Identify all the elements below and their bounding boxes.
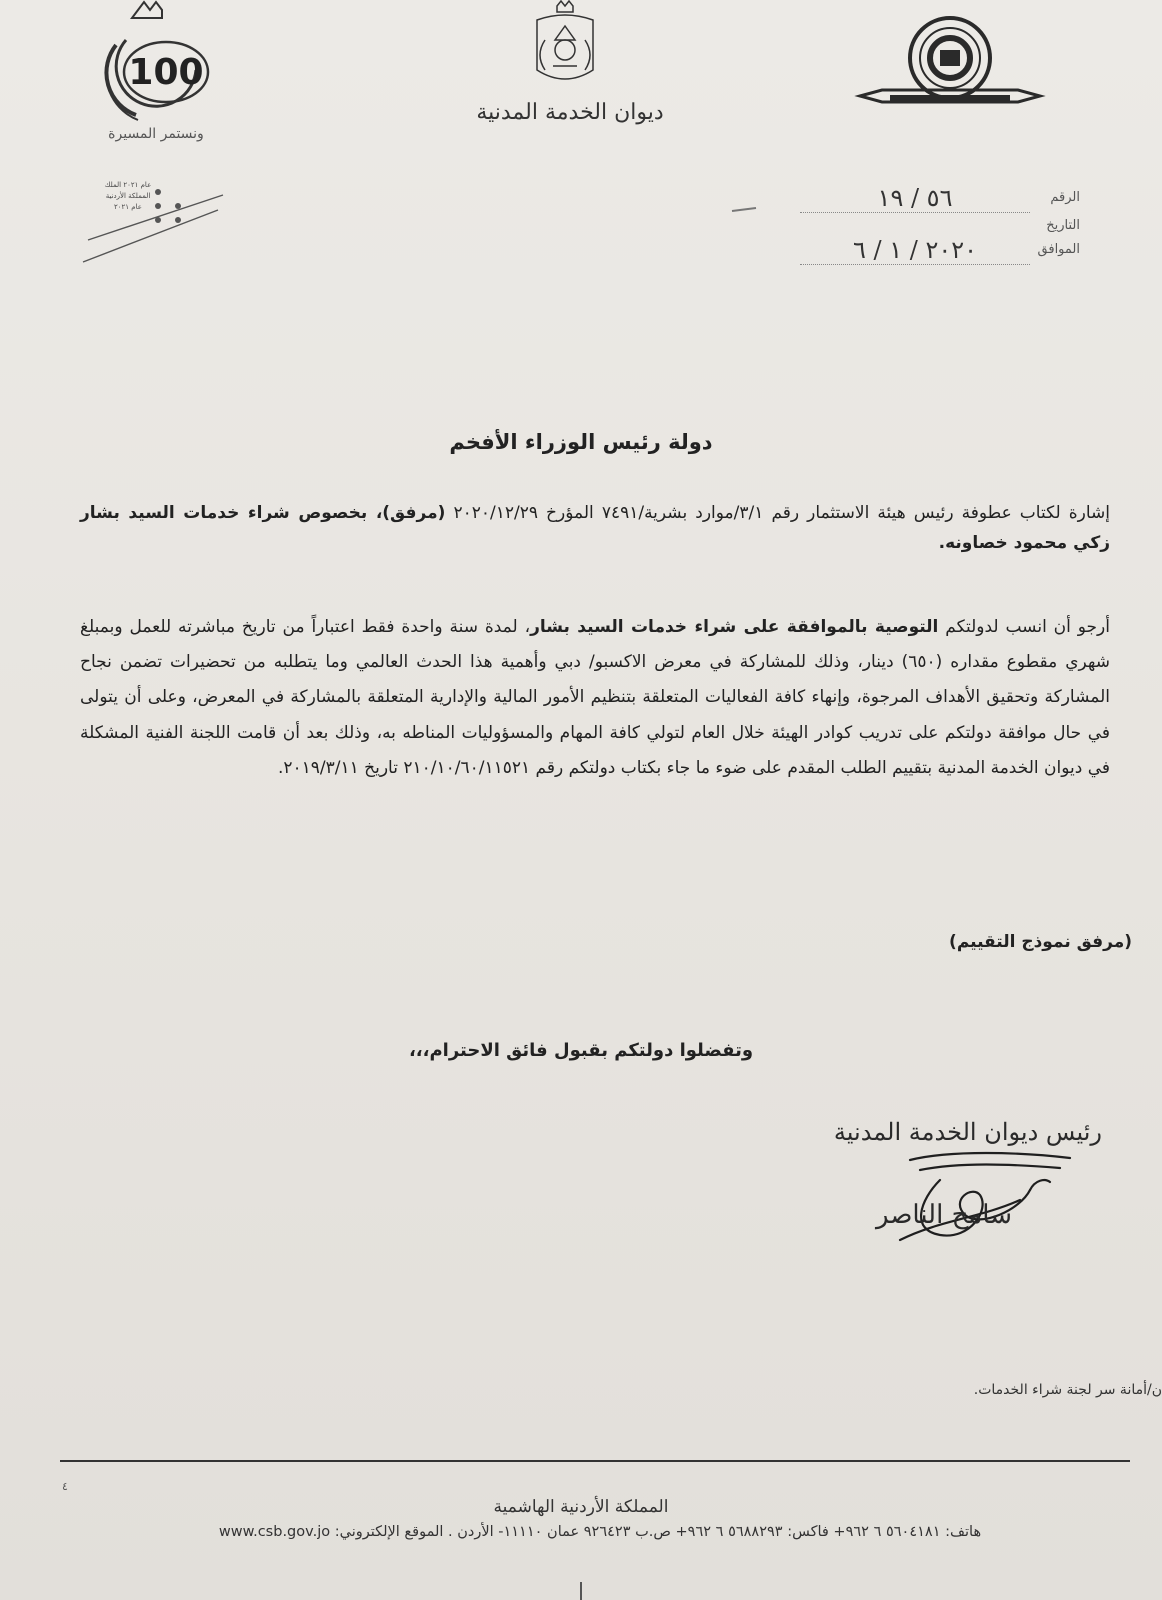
coat-of-arms-icon [525, 0, 605, 90]
reference-number-label: الرقم [1050, 190, 1080, 205]
reference-number-row [800, 186, 1080, 212]
reference-date-label: التاريخ [1046, 218, 1080, 233]
small-stamp [78, 170, 228, 270]
footer-bottom-mark [580, 1582, 582, 1600]
salutation: دولة رئيس الوزراء الأفخم [449, 430, 713, 454]
signature-name: سامح الناصر [875, 1200, 1012, 1230]
reference-number-value: ٥٦ / ١٩ [800, 184, 1030, 213]
reference-block [800, 186, 1080, 276]
footer-website-link[interactable]: www.csb.gov.jo [218, 1524, 331, 1540]
paragraph-reference-bold: (مرفق)، بخصوص شراء خدمات السيد بشار زكي محمود خصاونه. [80, 503, 1110, 553]
cc-note: ن/أمانة سر لجنة شراء الخدمات. [973, 1382, 1162, 1398]
reference-corresponding-row [800, 238, 1080, 264]
paragraph-recommendation-body: ، لمدة سنة واحدة فقط اعتباراً من تاريخ مباشرته للعمل وبمبلغ شهري مقطوع مقداره (٦٥٠) دينار، وذلك للمشاركة في معرض الاكسبو/ دبي وأهمية هذا الحدث العالمي وما يتطلبه من تحضيرات تضمن نجاح المشاركة وتحقيق الأهداف المرجوة، وإنهاء كافة الفعاليات المتعلقة بتنظيم الأمور المالية والإدارية المتعلقة بالمشاركة في المعرض، وعلى أن يتولى في حال موافقة دولتكم على تدريب كوادر الهيئة خلال العام لتولي كافة المهام والمسؤوليات المناطه به، وذلك بعد أن قامت اللجنة الفنية المشكلة في ديوان الخدمة المدنية بتقييم الطلب المقدم على ضوء ما جاء بكتاب دولتكم رقم ٢١٠/١٠/٦٠/١١٥٢١ تاريخ ٢٠١٩/٣/١١. [80, 617, 1111, 778]
diwan-logo-text: ديوان الخدمة المدنية [476, 100, 664, 125]
page-marker: ٤ [62, 1480, 68, 1493]
centenary-crown-icon [86, 0, 226, 125]
footer-contact-text: هاتف: ٥٦٠٤١٨١ ٦ ٩٦٢+ فاكس: ٥٦٨٨٢٩٣ ٦ ٩٦٢+ ص.ب ٩٢٦٤٢٣ عمان ١١١١٠- الأردن . الموقع الإلكتروني: [330, 1524, 982, 1540]
centenary-logo [86, 0, 226, 150]
reference-corresponding-label: الموافق [1037, 242, 1080, 257]
paragraph-reference [80, 498, 1110, 558]
stamp-line: عام ٢٠٢١ [114, 203, 142, 211]
closing-line: وتفضلوا دولتكم بقبول فائق الاحترام،،، [408, 1040, 754, 1061]
paragraph-reference-text: إشارة لكتاب عطوفة رئيس هيئة الاستثمار رقم ٣/١/موارد بشرية/٧٤٩١ المؤرخ ٢٠٢٠/١٢/٢٩ [445, 503, 1110, 523]
centenary-caption: ونستمر المسيرة [108, 126, 204, 142]
footer-country-name: المملكة الأردنية الهاشمية [493, 1497, 669, 1517]
dash-mark [730, 205, 760, 215]
paragraph-recommendation-intro: أرجو أن انسب لدولتكم [938, 617, 1110, 637]
footer-divider [60, 1460, 1130, 1462]
stamp-line: عام ٢٠٢١ الملك [104, 181, 152, 189]
civil-service-bureau-seal [850, 10, 1050, 120]
footer-contact [60, 1524, 1140, 1540]
coat-of-arms-emblem [525, 0, 605, 90]
csb-seal-icon [850, 10, 1050, 120]
signature-title: رئيس ديوان الخدمة المدنية [833, 1118, 1102, 1146]
paragraph-recommendation-bold: التوصية بالموافقة على شراء خدمات السيد بشار [530, 617, 939, 637]
stamp-line: المملكة الأردنية [105, 192, 151, 200]
centenary-number: 100 [128, 52, 204, 93]
reference-corresponding-value: ٢٠٢٠ / ١ / ٦ [800, 236, 1030, 265]
attachment-note: (مرفق نموذج التقييم) [949, 932, 1132, 952]
paragraph-recommendation [80, 610, 1110, 786]
